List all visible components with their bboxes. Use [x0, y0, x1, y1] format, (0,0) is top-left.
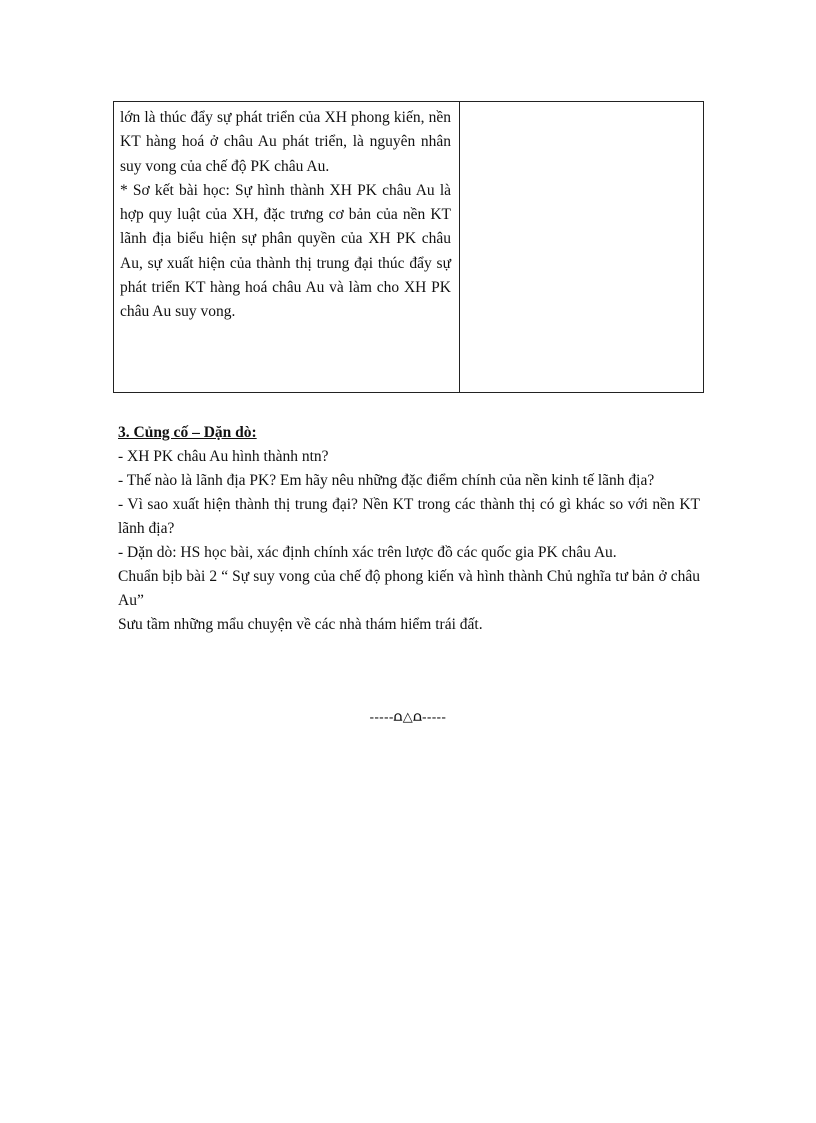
list-item: - Dặn dò: HS học bài, xác định chính xác trên lược đồ các quốc gia PK châu Au.	[118, 544, 617, 561]
list-item: - Vì sao xuất hiện thành thị trung đại? Nền KT trong các thành thị có gì khác so với nền KT lãnh địa?	[118, 496, 700, 537]
list-item: Sưu tầm những mẩu chuyện về các nhà thám hiểm trái đất.	[118, 616, 483, 633]
section-heading: 3. Củng cố – Dặn dò:	[118, 424, 257, 441]
paragraph-conclusion: lớn là thúc đẩy sự phát triển của XH phong kiến, nền KT hàng hoá ở châu Au phát triển, là nguyên nhân suy vong của chế độ PK châu Au.	[120, 109, 451, 175]
table-row	[114, 102, 704, 393]
lesson-table	[113, 101, 704, 393]
list-item: - XH PK châu Au hình thành ntn?	[118, 448, 329, 465]
list-item: Chuẩn bịb bài 2 “ Sự suy vong của chế độ phong kiến và hình thành Chủ nghĩa tư bản ở châu Au”	[118, 568, 700, 609]
review-section	[118, 421, 700, 637]
table-cell-empty	[460, 102, 704, 393]
table-cell-content	[114, 102, 460, 393]
paragraph-lesson-summary: * Sơ kết bài học: Sự hình thành XH PK châu Au là hợp quy luật của XH, đặc trưng cơ bản của nền KT lãnh địa biểu hiện sự phân quyền của XH PK châu Au, sự xuất hiện của thành thị trung đại thúc đẩy sự phát triển KT hàng hoá châu Au và làm cho XH PK châu Au suy vong.	[120, 181, 451, 321]
list-item: - Thế nào là lãnh địa PK? Em hãy nêu những đặc điểm chính của nền kinh tế lãnh địa?	[118, 472, 655, 489]
divider-ornament: -----⩍△⩍-----	[369, 709, 447, 724]
cell-text	[114, 102, 459, 325]
